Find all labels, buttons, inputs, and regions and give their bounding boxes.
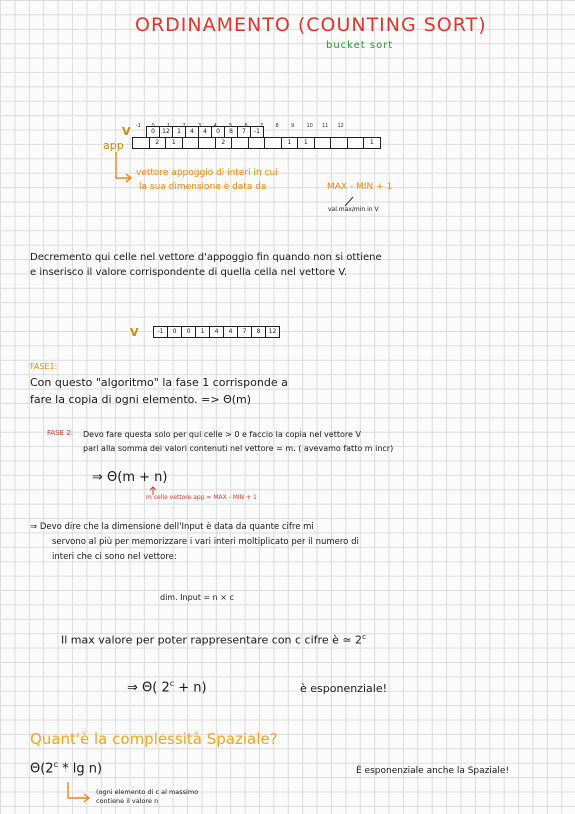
- array-sorted-cell: 0: [168, 326, 182, 338]
- note-vettore-line2: la sua dimensione è data da: [139, 182, 267, 192]
- spatial-formula-start: Θ(2: [30, 761, 54, 777]
- input-formula: dim. Input = n × c: [160, 593, 234, 602]
- page-subtitle: bucket sort: [326, 40, 394, 51]
- array-app-cell: [249, 137, 266, 149]
- fase1-line2: fare la copia di ogni elemento. => Θ(m): [30, 393, 252, 406]
- array-v-cell: 1: [173, 126, 186, 138]
- fase2-note: m celle vettore app = MAX - MIN + 1: [146, 494, 257, 501]
- array-app-index: 11: [322, 123, 329, 129]
- arrow-down-right-icon: [66, 780, 92, 806]
- array-app-index: 8: [275, 123, 279, 129]
- array-sorted-cell: 0: [182, 326, 196, 338]
- array-app-cell: [199, 137, 216, 149]
- array-sorted: [153, 326, 280, 338]
- array-app-index: 7: [260, 123, 264, 129]
- arrow-down-right-icon: [114, 150, 134, 184]
- array-app: [132, 137, 381, 149]
- array-sorted-cell: 4: [224, 326, 238, 338]
- array-v-cell: 0: [146, 126, 160, 138]
- array-app-index: 2: [182, 123, 186, 129]
- fase2-line2: pari alla somma dei valori contenuti nel vettore = m. ( avevamo fatto m incr): [83, 444, 394, 453]
- array-app-index: 3: [198, 123, 202, 129]
- note-vettore-formula: MAX - MIN + 1: [327, 182, 393, 192]
- spatial-formula-exponent: c: [53, 760, 58, 769]
- spatial-note-line2: contiene il valore n: [96, 797, 159, 805]
- array-sorted-cell: -1: [153, 326, 168, 338]
- array-v-cell: 8: [225, 126, 238, 138]
- spatial-question: Quant'è la complessità Spaziale?: [30, 730, 278, 748]
- spatial-comment: È esponenziale anche la Spaziale!: [356, 766, 510, 776]
- array-sorted-cell: 1: [196, 326, 210, 338]
- array-app-index: 4: [213, 123, 217, 129]
- spatial-formula-end: * lg n): [57, 761, 103, 777]
- array-sorted-cell: 8: [252, 326, 266, 338]
- array-v-cell: 4: [199, 126, 212, 138]
- array-sorted-label: V: [130, 326, 139, 339]
- array-app-label: app: [103, 139, 124, 152]
- exp-formula-end: + n): [174, 680, 207, 696]
- array-app-index: 9: [291, 123, 295, 129]
- exp-complexity: [127, 679, 207, 695]
- array-app-index: 6: [244, 123, 248, 129]
- array-v-label: V: [122, 125, 131, 138]
- fase2-line1: Devo fare questa solo per qui celle > 0 e faccio la copia nel vettore V: [83, 430, 361, 439]
- max-value-exponent: c: [362, 633, 366, 641]
- array-app-cell: [183, 137, 200, 149]
- array-app-cell: 1: [282, 137, 299, 149]
- input-line3: interi che ci sono nel vettore:: [52, 552, 177, 562]
- array-app-cell: [348, 137, 365, 149]
- array-app-cell: [232, 137, 249, 149]
- array-app-index: 10: [306, 123, 313, 129]
- spatial-note: [96, 788, 198, 806]
- array-v-cell: 0: [212, 126, 225, 138]
- array-app-cell: 2: [216, 137, 233, 149]
- array-app-cell: 2: [150, 137, 167, 149]
- array-app-index: 1: [167, 123, 171, 129]
- max-value-text: [61, 630, 366, 648]
- array-app-index: 12: [337, 123, 344, 129]
- spatial-formula: [30, 760, 102, 776]
- fase2-label: FASE 2:: [47, 429, 74, 437]
- array-sorted-cell: 4: [210, 326, 224, 338]
- exp-comment: è esponenziale!: [300, 682, 387, 695]
- exp-formula-exponent: c: [169, 679, 175, 688]
- note-vettore-subnote: val.max/min in V: [328, 206, 379, 213]
- note-vettore-line1: vettore appoggio di interi in cui: [136, 168, 278, 178]
- paragraph-1-line2: e inserisco il valore corrispondente di quella cella nel vettore V.: [30, 267, 348, 278]
- array-app-cell: 1: [364, 137, 381, 149]
- max-value-label: Il max valore per poter rappresentare con c cifre è ≃ 2: [61, 633, 363, 647]
- page-title: ORDINAMENTO (COUNTING SORT): [135, 14, 487, 36]
- array-app-cell: 1: [166, 137, 183, 149]
- array-sorted-cell: 12: [266, 326, 280, 338]
- fase2-complexity: ⇒ Θ(m + n): [92, 470, 168, 485]
- array-app-index: 0: [151, 123, 155, 129]
- spatial-note-line1: (ogni elemento di c al massimo: [96, 788, 199, 796]
- array-app-cell: [331, 137, 348, 149]
- array-app-cell: [132, 137, 150, 149]
- fase1-line1: Con questo "algoritmo" la fase 1 corrisponde a: [30, 376, 288, 389]
- array-v-cell: -1: [251, 126, 264, 138]
- array-v-cell: 12: [160, 126, 173, 138]
- array-app-index: -1: [136, 123, 141, 129]
- exp-formula: ⇒ Θ( 2: [127, 680, 170, 696]
- array-v-cell: 7: [238, 126, 251, 138]
- input-line1: ⇒ Devo dire che la dimensione dell'Input è data da quante cifre mi: [30, 522, 314, 532]
- array-sorted-cell: 7: [238, 326, 252, 338]
- paragraph-1-line1: Decremento qui celle nel vettore d'appoggio fin quando non si ottiene: [30, 252, 382, 263]
- input-line2: servono al più per memorizzare i vari interi moltiplicato per il numero di: [52, 537, 359, 547]
- array-app-cell: 1: [298, 137, 315, 149]
- array-app-index: 5: [229, 123, 233, 129]
- array-app-cell: [265, 137, 282, 149]
- fase1-heading: FASE1:: [30, 362, 58, 371]
- array-app-cell: [315, 137, 332, 149]
- array-v-cell: 4: [186, 126, 199, 138]
